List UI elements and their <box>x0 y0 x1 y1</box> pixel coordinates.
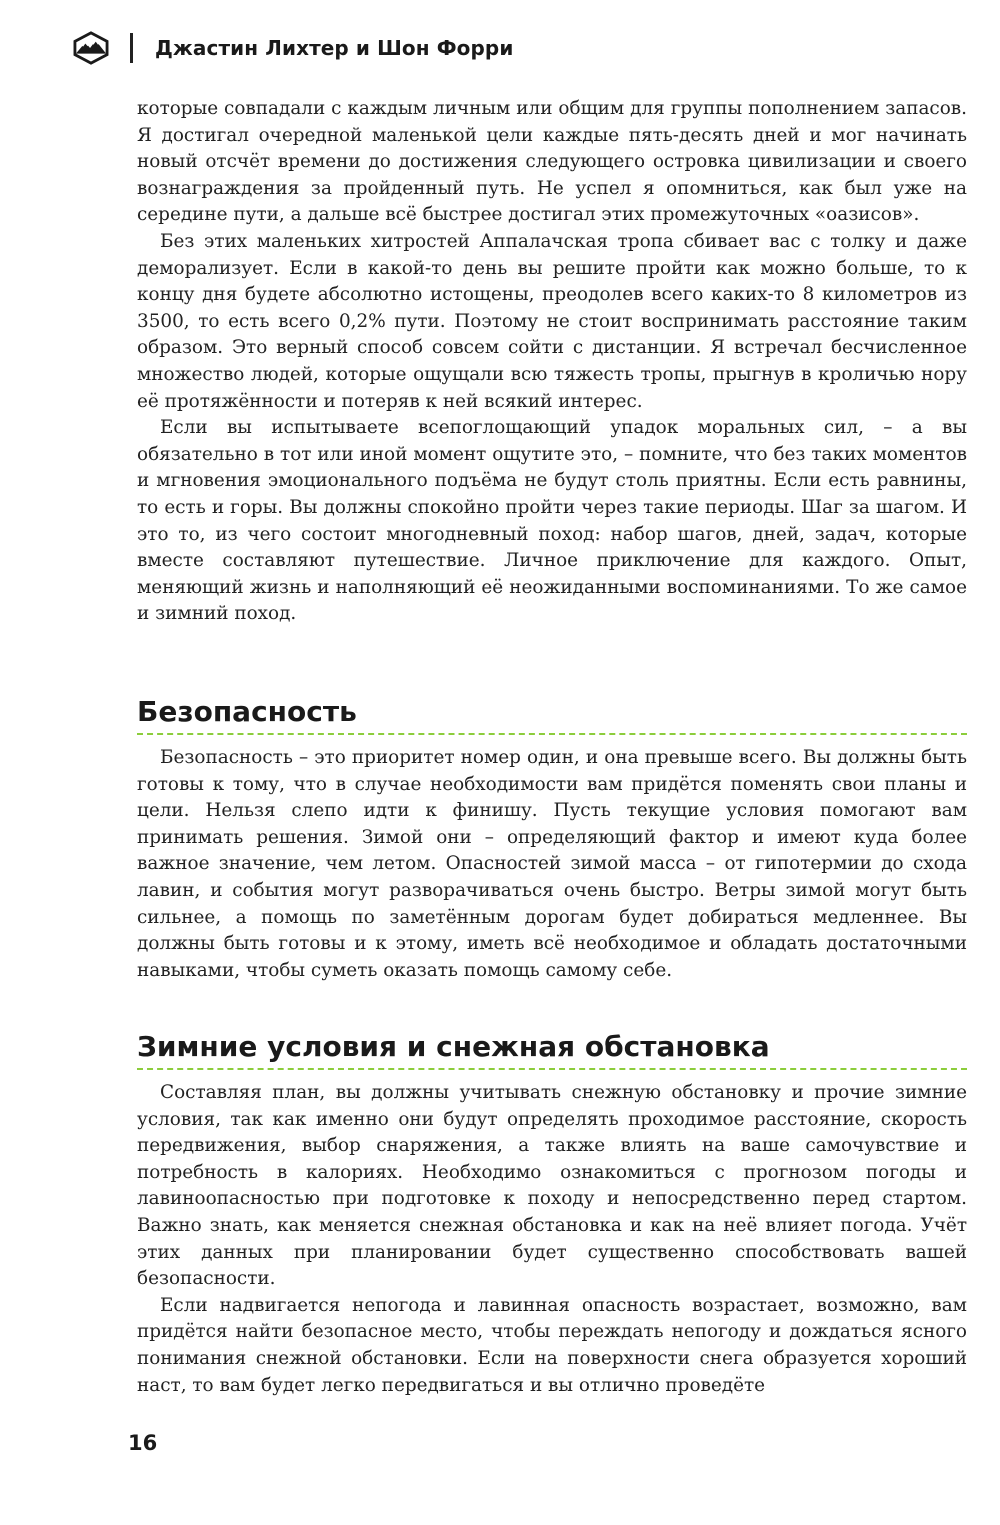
paragraph-safety: Безопасность – это приоритет номер один, и она превыше всего. Вы должны быть готовы к тому, что в случае необходимости вам придётся поменять свои планы и цели. Нельзя слепо идти к финишу. Пусть текущие условия помогают вам принимать решения. Зимой они – определяющий фактор и имеют куда более важное значение, чем летом. Опасностей зимой масса – от гипотермии до схода лавин, и события могут разворачиваться очень быстро. Ветры зимой могут быть сильнее, а помощь по заметённым дорогам будет добираться медленнее. Вы должны быть готовы и к этому, иметь всё необходимое и обладать достаточными навыками, чтобы суметь оказать помощь самому себе. <box>137 747 967 981</box>
paragraph-bad-weather: Если надвигается непогода и лавинная опасность возрастает, возможно, вам придётся найти безопасное место, чтобы переждать непогоду и дождаться ясного понимания снежной обстановки. Если на поверхности снега образуется хороший наст, то вам будет легко передвигаться и вы отлично проведёте <box>137 1294 967 1396</box>
paragraph-continued: которые совпадали с каждым личным или общим для группы пополнением запасов. Я достигал очередной маленькой цели каждые пять-десять дней и мог начинать новый отсчёт времени до достижения следующего островка цивилизации и своего вознаграждения за пройденный путь. Не успел я опомниться, как был уже на середине пути, а дальше всё быстрее достигал этих промежуточных «оазисов». <box>137 98 967 226</box>
page-number: 16 <box>128 1431 158 1455</box>
paragraph-morale: Если вы испытываете всепоглощающий упадок моральных сил, – а вы обязательно в тот или иной момент ощутите это, – помните, что без таких моментов и мгновения эмоционального подъёма не будут столь приятны. Если есть равнины, то есть и горы. Вы должны спокойно пройти через такие периоды. Шаг за шагом. И это то, из чего состоит многодневный поход: набор шагов, дней, задач, которые вместе составляют путешествие. Личное приключение для каждого. Опыт, меняющий жизнь и наполняющий её неожиданными воспоминаниями. То же самое и зимний поход. <box>137 417 967 625</box>
section-heading-winter-conditions: Зимние условия и снежная обстановка <box>137 1030 770 1063</box>
heading-divider <box>137 1068 967 1070</box>
paragraph-planning: Составляя план, вы должны учитывать снежную обстановку и прочие зимние условия, так как именно они будут определять проходимое расстояние, скорость передвижения, выбор снаряжения, а также влиять на ваше самочувствие и потребность в калориях. Необходимо ознакомиться с прогнозом погоды и лавиноопасностью при подготовке к походу и непосредственно перед стартом. Важно знать, как меняется снежная обстановка и как на неё влияет погода. Учёт этих данных при планировании будет существенно способствовать вашей безопасности. <box>137 1082 967 1290</box>
section-safety <box>137 695 967 984</box>
intro-text-block <box>137 96 967 628</box>
heading-divider <box>137 733 967 735</box>
section-heading-safety: Безопасность <box>137 695 357 728</box>
section-winter-conditions <box>137 1030 967 1399</box>
mountain-hexagon-logo-icon <box>72 31 110 65</box>
book-authors: Джастин Лихтер и Шон Форри <box>155 36 514 60</box>
paragraph-appalachian-trail: Без этих маленьких хитростей Аппалачская тропа сбивает вас с толку и даже деморализует. Если в какой-то день вы решите пройти как можно больше, то к концу дня будете абсолютно истощены, преодолев всего каких-то 8 километров из 3500, то есть всего 0,2% пути. Поэтому не стоит воспринимать расстояние таким образом. Это верный способ совсем сойти с дистанции. Я встречал бесчисленное множество людей, которые ощущали всю тяжесть тропы, прыгнув в кроличью нору её протяжённости и потеряв к ней всякий интерес. <box>137 230 967 412</box>
header-separator <box>130 33 133 63</box>
running-header <box>72 28 513 68</box>
